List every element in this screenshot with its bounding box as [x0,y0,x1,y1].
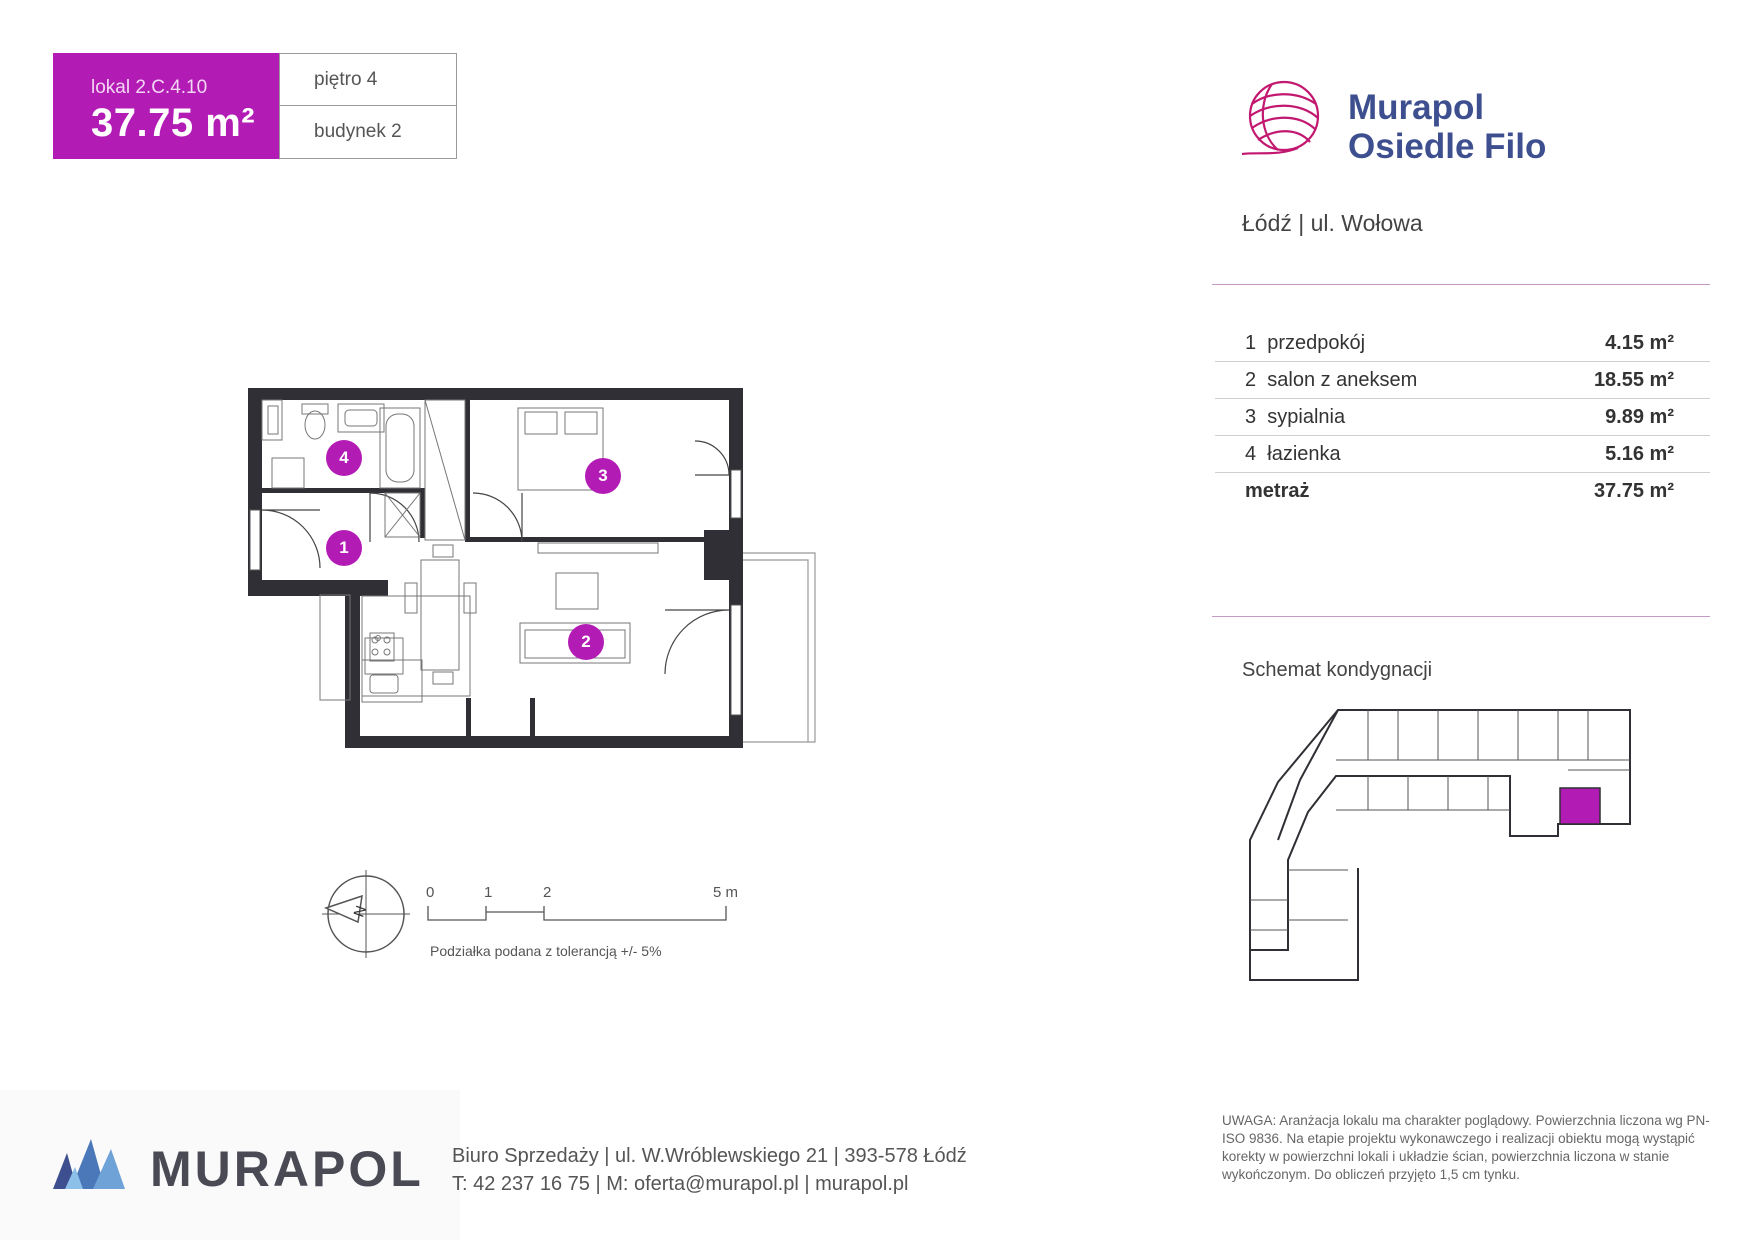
schemat-title: Schemat kondygnacji [1242,659,1433,681]
filo-logo-icon [1238,74,1326,166]
sales-office-contact[interactable]: T: 42 237 16 75 | M: oferta@murapol.pl | murapol.pl [452,1173,909,1195]
room-table [1215,325,1710,509]
room-row [1215,436,1710,473]
total-area: 37.75 m² [1593,480,1674,502]
total-row [1215,473,1710,509]
scale-tick-label: 0 [426,884,435,901]
room-label [1245,399,1345,435]
room-row [1215,362,1710,399]
murapol-wordmark: MURAPOL [150,1141,424,1197]
room-area: 5.16 m² [1605,443,1674,465]
room-marker-2: 2 [568,624,604,660]
room-marker-1: 1 [326,530,362,566]
scale-tick-label: 1 [484,884,493,901]
room-number: 2 [1245,369,1257,391]
room-area: 9.89 m² [1605,406,1674,428]
building-floor-schema [1238,700,1658,1000]
estate-name: Osiedle Filo [1348,127,1547,166]
scale-tick-label: 2 [543,884,552,901]
room-marker-4: 4 [326,440,362,476]
disclaimer-note: UWAGA: Aranżacja lokalu ma charakter poglądowy. Powierzchnia liczona wg PN-ISO 9836. Na etapie projektu wykonawczego i realizacji obiektu mogą wystąpić korekty w powierzchni lokali i układzie ścian, powierzchnia liczona w stanie wykończonym. Do obliczeń przyjęto 1,5 cm tynku. [1222,1113,1710,1182]
divider [1212,616,1710,617]
room-row [1215,325,1710,362]
room-label [1245,325,1365,361]
unit-summary-box [53,53,279,159]
unit-info-box [279,53,457,159]
floor-plan [240,380,840,760]
unit-area: 37.75 m² [91,101,256,145]
floor-label: piętro 4 [280,54,456,106]
building-label: budynek 2 [314,121,402,142]
room-label [1245,362,1417,398]
unit-number: lokal 2.C.4.10 [91,77,208,98]
divider [1212,284,1710,285]
room-number: 4 [1245,443,1257,465]
total-label: metraż [1245,480,1310,502]
room-name: sypialnia [1267,406,1346,428]
scale-note: Podziałka podana z tolerancją +/- 5% [430,943,662,959]
room-name: przedpokój [1267,332,1366,354]
scale-bar [426,904,731,924]
room-row [1215,399,1710,436]
room-marker-3: 3 [585,458,621,494]
murapol-logo-icon [53,1135,127,1191]
sales-office-address: Biuro Sprzedaży | ul. W.Wróblewskiego 21 | 393-578 Łódź [452,1145,967,1167]
room-label [1245,436,1341,472]
room-number: 3 [1245,406,1257,428]
brand-title [1348,88,1546,166]
room-name: salon z aneksem [1267,369,1418,391]
location-label: Łódź | ul. Wołowa [1242,210,1423,236]
compass-north-label: N [350,903,371,920]
brand-name: Murapol [1348,88,1485,127]
room-name: łazienka [1267,443,1341,465]
scale-tick-label: 5 m [713,884,739,901]
highlighted-unit [1560,788,1600,824]
room-area: 4.15 m² [1605,332,1674,354]
room-area: 18.55 m² [1593,369,1674,391]
room-number: 1 [1245,332,1257,354]
